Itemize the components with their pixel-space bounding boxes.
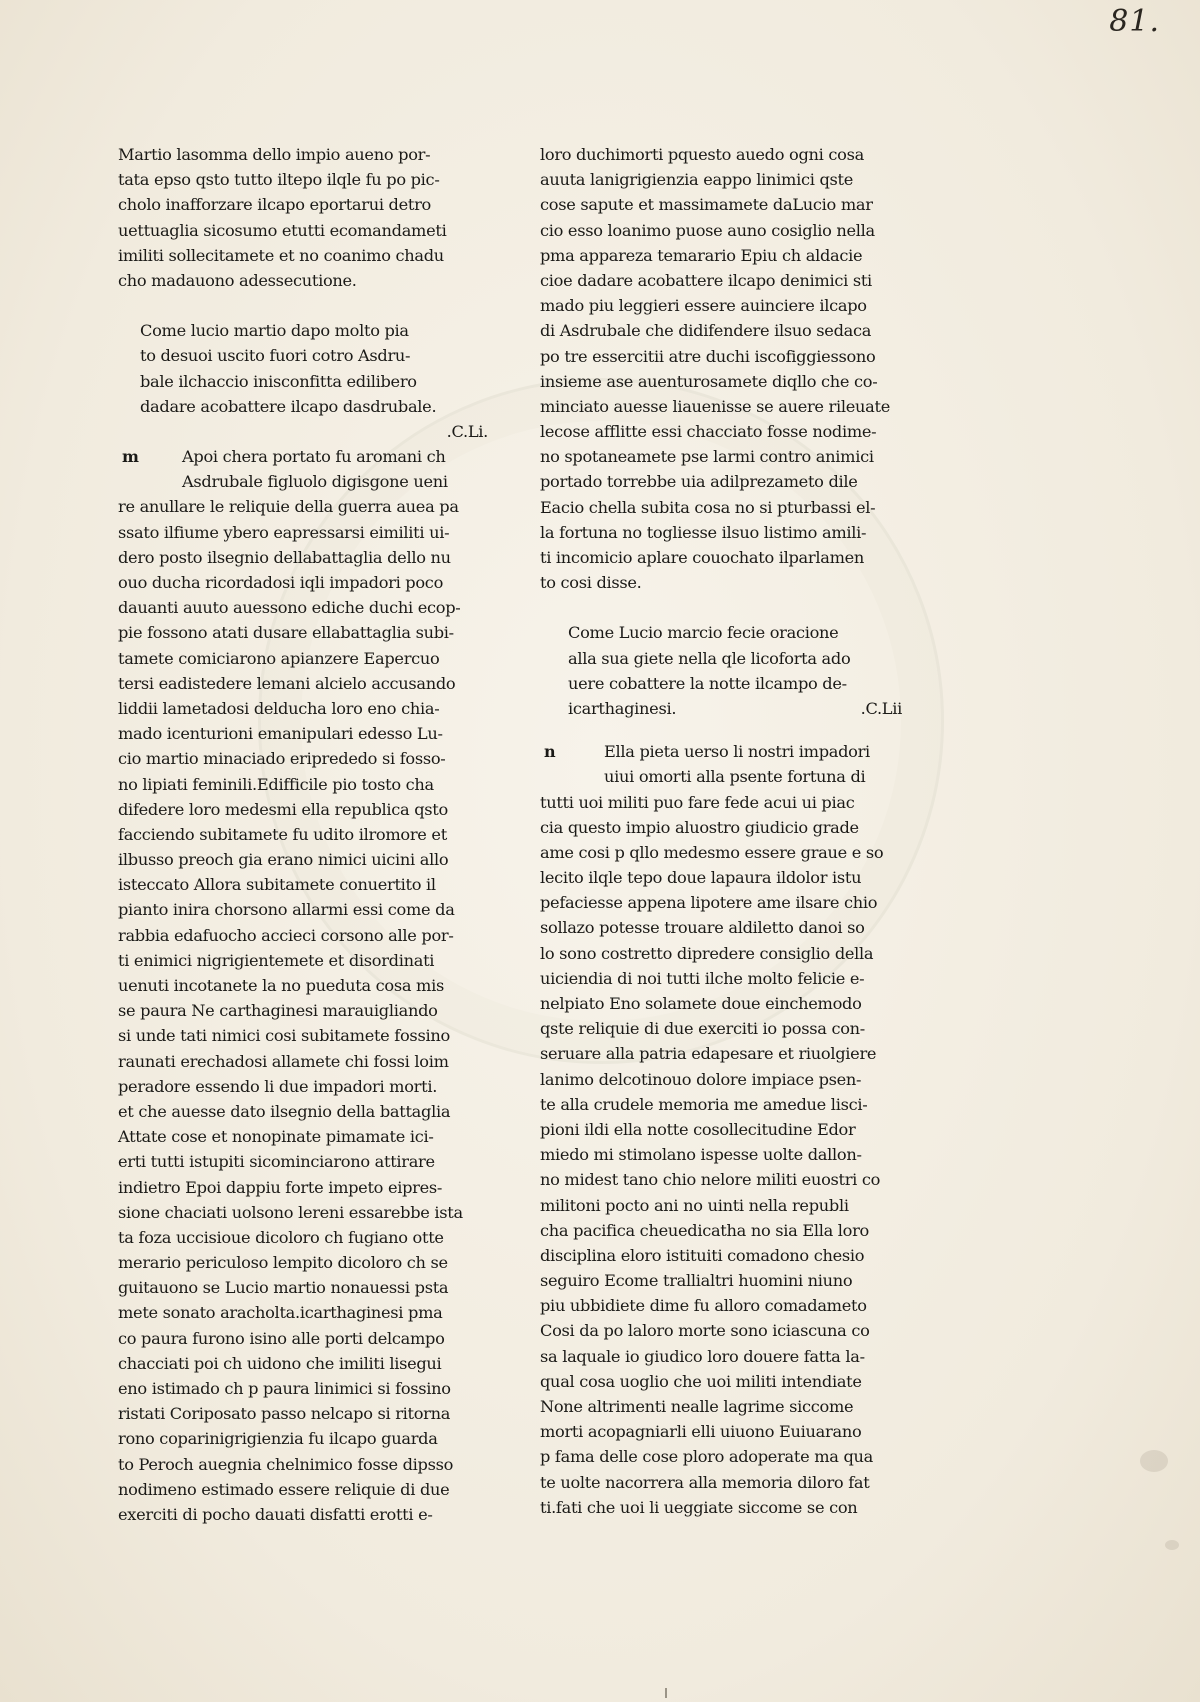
text-line: qual cosa uoglio che uoi militi intendiate (540, 1371, 862, 1391)
text-line: te alla crudele memoria me amedue lisci- (540, 1094, 868, 1114)
text-line: Asdrubale figluolo digisgone ueni (182, 472, 448, 492)
text-line: piu ubbidiete dime fu alloro comadameto (540, 1296, 867, 1316)
text-line: miedo mi stimolano ispesse uolte dallon- (540, 1145, 862, 1165)
text-line: guitauono se Lucio martio nonauessi psta (118, 1278, 449, 1298)
text-line: cha pacifica cheuedicatha no sia Ella loro (540, 1220, 870, 1240)
text-line: pianto inira chorsono allarmi essi come da (118, 900, 455, 920)
text-line: militoni pocto ani no uinti nella republi (540, 1195, 849, 1215)
text-line: p fama delle cose ploro adoperate ma qua (540, 1447, 873, 1467)
text-line: te uolte nacorrera alla memoria diloro fat (540, 1472, 870, 1492)
text-line: pefaciesse appena lipotere ame ilsare chio (540, 893, 878, 913)
text-line: uenuti incotanete la no pueduta cosa mis (118, 976, 444, 995)
text-line: Apoi chera portato fu aromani ch (182, 447, 446, 467)
text-line: re anullare le reliquie della guerra auea pa (118, 497, 459, 517)
text-line: tata epso qsto tutto iltepo ilqle fu po pic- (118, 170, 440, 190)
text-line: lanimo delcotinouo dolore impiace psen- (540, 1069, 862, 1089)
text-line: isteccato Allora subitamete conuertito il (118, 875, 436, 895)
heading-line: to desuoi uscito fuori cotro Asdru- (140, 346, 411, 366)
chapter-body (540, 739, 902, 1520)
text-line: no lipiati feminili.Edifficile pio tosto cha (118, 774, 434, 794)
text-line: Ella pieta uerso li nostri impadori (604, 742, 870, 762)
text-line: facciendo subitamete fu udito ilromore et (118, 824, 447, 844)
right-top-paragraph (540, 142, 902, 595)
text-line: pioni ildi ella notte cosollecitudine Edor (540, 1119, 856, 1139)
text-line: lecose afflitte essi chacciato fosse nodime- (540, 422, 877, 442)
text-line: ta foza uccisioue dicoloro ch fugiano otte (118, 1227, 444, 1247)
text-line: nelpiato Eno solamete doue einchemodo (540, 994, 862, 1013)
first-body-line (540, 739, 902, 764)
text-line: tersi eadistedere lemani alcielo accusando (118, 673, 456, 693)
text-line: et che auesse dato ilsegnio della battaglia (118, 1101, 451, 1121)
text-line: minciato auesse liauenisse se auere rileuate (540, 396, 890, 416)
heading-line: Come Lucio marcio fecie oracione (568, 623, 839, 643)
text-line: lo sono costretto dipredere consiglio della (540, 943, 874, 963)
left-column (118, 142, 498, 1527)
heading-line: bale ilchaccio inisconfitta edilibero (140, 371, 417, 391)
text-line: to Peroch auegnia chelnimico fosse dipsso (118, 1454, 454, 1474)
text-line: difedere loro medesmi ella republica qsto (118, 799, 448, 819)
text-line: liddii lametadosi delducha loro eno chia- (118, 698, 440, 718)
text-line: cose sapute et massimamete daLucio mar (540, 195, 873, 215)
text-line: eno istimado ch p paura linimici si fossino (118, 1379, 451, 1398)
text-line: Eacio chella subita cosa no si pturbassi el- (540, 497, 876, 517)
paper-stain (1165, 1540, 1179, 1550)
paper-mark (665, 1688, 667, 1698)
text-line: loro duchimorti pquesto auedo ogni cosa (540, 145, 864, 164)
text-line: uiciendia di noi tutti ilche molto felicie e- (540, 968, 865, 988)
text-line: peradore essendo li due impadori morti. (118, 1076, 438, 1096)
text-line: no spotaneamete pse larmi contro animici (540, 447, 874, 467)
text-line: mado icenturioni emanipulari edesso Lu- (118, 724, 443, 744)
text-line: cio esso loanimo puose auno cosiglio nella (540, 220, 875, 240)
text-line: Martio lasomma dello impio aueno por- (118, 145, 431, 164)
text-line: cio martio minaciado eriprededo si fosso- (118, 749, 446, 769)
text-line: nodimeno estimado essere reliquie di due (118, 1479, 450, 1499)
text-line: merario periculoso lempito dicoloro ch se (118, 1253, 448, 1273)
text-line: po tre essercitii atre duchi iscofiggiessono (540, 346, 876, 366)
text-line: seguiro Ecome trallialtri huomini niuno (540, 1271, 853, 1291)
text-line: uiui omorti alla psente fortuna di (604, 767, 866, 787)
text-line: mado piu leggieri essere auinciere ilcapo (540, 296, 867, 316)
text-line: mete sonato aracholta.icarthaginesi pma (118, 1303, 443, 1323)
text-line: rono coparinigrigienzia fu ilcapo guarda (118, 1429, 438, 1449)
text-line: uettuaglia sicosumo etutti ecomandameti (118, 220, 447, 240)
heading-line (540, 696, 902, 721)
text-line: se paura Ne carthaginesi marauigliando (118, 1001, 438, 1021)
text-line: Cosi da po laloro morte sono iciascuna co (540, 1321, 870, 1341)
text-line: erti tutti istupiti sicominciarono attirare (118, 1152, 435, 1172)
chapter-number: .C.Li. (446, 421, 488, 441)
text-line: Attate cose et nonopinate pimamate ici- (118, 1127, 434, 1147)
text-line: exerciti di pocho dauati disfatti erotti e- (118, 1504, 433, 1524)
chapter-number: .C.Lii (860, 698, 902, 718)
text-line: cia questo impio aluostro giudicio grade (540, 817, 859, 837)
text-line: ilbusso preoch gia erano nimici uicini allo (118, 850, 449, 870)
text-line: ti incomicio aplare couochato ilparlamen (540, 548, 865, 567)
text-line: ristati Coriposato passo nelcapo si ritorna (118, 1404, 451, 1424)
text-line: dero posto ilsegnio dellabattaglia dello nu (118, 547, 451, 567)
text-line: co paura furono isino alle porti delcampo (118, 1328, 445, 1348)
text-line: lecito ilqle tepo doue lapaura ildolor istu (540, 868, 862, 888)
text-line: imiliti sollecitamete et no coanimo chadu (118, 245, 444, 265)
text-line: si unde tati nimici cosi subitamete fossino (118, 1026, 450, 1046)
paper-stain (1140, 1450, 1168, 1472)
chapter-heading (118, 318, 498, 444)
text-line: di Asdrubale che didifendere ilsuo sedaca (540, 321, 872, 341)
text-line: cho madauono adessecutione. (118, 270, 357, 290)
text-line: cioe dadare acobattere ilcapo denimici sti (540, 270, 872, 290)
text-line: dauanti auuto auessono ediche duchi ecop- (118, 598, 461, 618)
folio-number: 81. (1109, 4, 1160, 39)
text-line: pma appareza temarario Epiu ch aldacie (540, 245, 863, 265)
heading-text: icarthaginesi. (568, 698, 677, 718)
guide-letter: n (544, 742, 556, 762)
text-line: morti acopagniarli elli uiuono Euiuarano (540, 1422, 862, 1442)
guide-letter: m (122, 447, 139, 467)
text-line: tutti uoi militi puo fare fede acui ui piac (540, 792, 855, 812)
text-line: seruare alla patria edapesare et riuolgiere (540, 1044, 877, 1064)
first-body-line (118, 444, 498, 469)
text-line: None altrimenti nealle lagrime siccome (540, 1397, 854, 1416)
heading-line: dadare acobattere ilcapo dasdrubale. (140, 396, 437, 416)
text-line: tamete comiciarono apianzere Eapercuo (118, 648, 440, 668)
text-line: indietro Epoi dappiu forte impeto eipres- (118, 1177, 443, 1197)
text-line: chacciati poi ch uidono che imiliti lisegui (118, 1353, 442, 1373)
text-line: to cosi disse. (540, 573, 642, 593)
right-column (540, 142, 902, 1520)
chapter-heading (540, 620, 902, 721)
text-line: disciplina eloro istituiti comadono chesio (540, 1245, 865, 1265)
text-line: la fortuna no togliesse ilsuo listimo amili- (540, 522, 867, 542)
text-line: ame cosi p qllo medesmo essere graue e so (540, 842, 884, 862)
text-line: ti.fati che uoi li ueggiate siccome se con (540, 1497, 858, 1517)
text-line: raunati erechadosi allamete chi fossi loim (118, 1051, 449, 1071)
text-line: ti enimici nigrigientemete et disordinati (118, 950, 435, 970)
text-line: qste reliquie di due exerciti io possa con- (540, 1019, 865, 1039)
text-line: ssato ilfiume ybero eapressarsi eimiliti ui- (118, 522, 450, 542)
text-line: rabbia edafuocho accieci corsono alle por- (118, 925, 454, 945)
text-line: ouo ducha ricordadosi iqli impadori poco (118, 573, 444, 592)
text-line: no midest tano chio nelore militi euostri co (540, 1170, 881, 1190)
heading-line: alla sua giete nella qle licoforta ado (568, 648, 851, 668)
heading-line: uere cobattere la notte ilcampo de- (568, 673, 847, 693)
text-line: sollazo potesse trouare aldiletto danoi so (540, 918, 865, 938)
heading-line: Come lucio martio dapo molto pia (140, 321, 409, 341)
text-line: pie fossono atati dusare ellabattaglia subi- (118, 623, 454, 643)
text-line: sione chaciati uolsono lereni essarebbe ista (118, 1202, 463, 1222)
text-line: portado torrebbe uia adilprezameto dile (540, 472, 858, 492)
left-top-paragraph (118, 142, 498, 293)
text-line: auuta lanigrigienzia eappo linimici qste (540, 170, 854, 190)
chapter-body (118, 444, 498, 1527)
text-line: sa laquale io giudico loro douere fatta la- (540, 1346, 865, 1366)
text-line: cholo inafforzare ilcapo eportarui detro (118, 195, 431, 215)
text-line: insieme ase auenturosamete diqllo che co- (540, 371, 878, 391)
